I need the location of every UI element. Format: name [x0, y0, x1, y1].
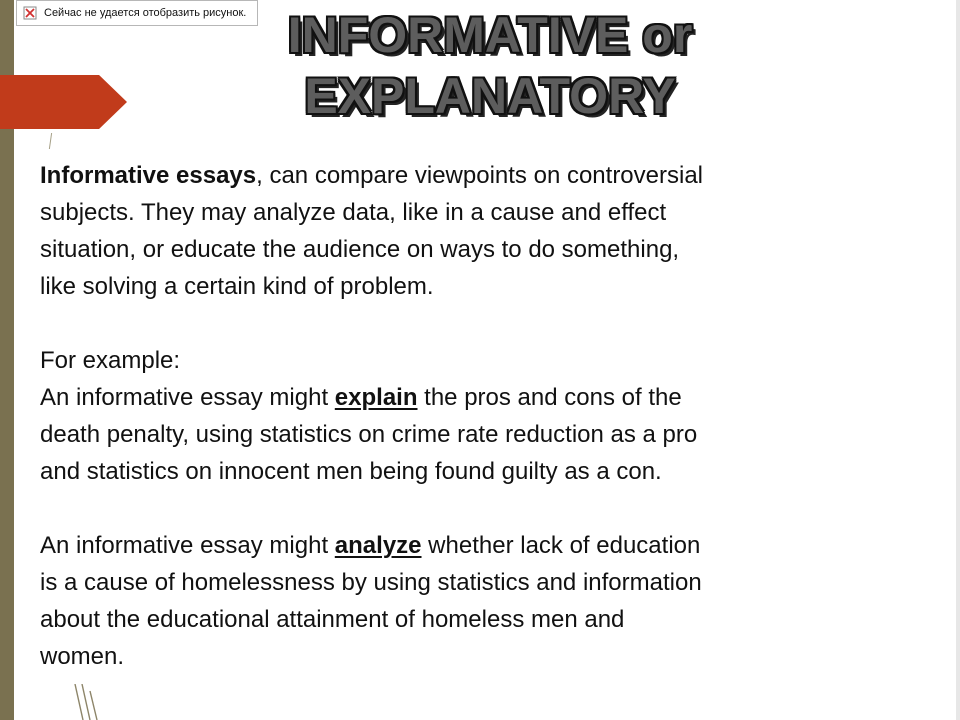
example-2-before: An informative essay might	[40, 532, 335, 559]
informative-essays-bold: Informative essays	[40, 162, 257, 189]
paragraph-1-line-3: situation, or educate the audience on ways to do something,	[40, 236, 680, 263]
paragraph-1-line-1	[40, 157, 895, 194]
paragraph-1-line-4: like solving a certain kind of problem.	[40, 273, 434, 300]
example-2-after: whether lack of education	[421, 532, 701, 559]
example-spacer	[40, 490, 895, 527]
thin-decorative-mark	[49, 133, 52, 149]
example-2-line-4: women.	[40, 643, 125, 670]
broken-image-message: Сейчас не удается отобразить рисунок.	[44, 7, 247, 19]
slide-title	[160, 5, 820, 127]
example-1-line-2: death penalty, using statistics on crime rate reduction as a pro	[40, 421, 698, 448]
paragraph-spacer	[40, 305, 895, 342]
example-heading: For example:	[40, 347, 181, 374]
example-1-line-1	[40, 379, 895, 416]
analyze-keyword: analyze	[334, 532, 422, 559]
paragraph-1-line-1-rest: , can compare viewpoints on controversial	[256, 162, 704, 189]
example-2-line-2: is a cause of homelessness by using statistics and information	[40, 569, 702, 596]
right-slide-edge	[956, 0, 960, 720]
example-1-before: An informative essay might	[40, 384, 335, 411]
paragraph-1-line-2: subjects. They may analyze data, like in a cause and effect	[40, 199, 667, 226]
title-line-1: INFORMATIVE or	[287, 7, 693, 63]
slide-body	[40, 157, 895, 675]
example-1-line-3: and statistics on innocent men being found guilty as a con.	[40, 458, 662, 485]
explain-keyword: explain	[334, 384, 418, 411]
example-2-line-1	[40, 527, 895, 564]
bottom-decorative-lines	[72, 684, 100, 720]
red-arrow-accent	[0, 75, 127, 129]
example-1-after: the pros and cons of the	[417, 384, 682, 411]
example-2-line-3: about the educational attainment of homeless men and	[40, 606, 625, 633]
title-line-2: EXPLANATORY	[304, 68, 676, 124]
broken-image-icon	[23, 6, 37, 20]
